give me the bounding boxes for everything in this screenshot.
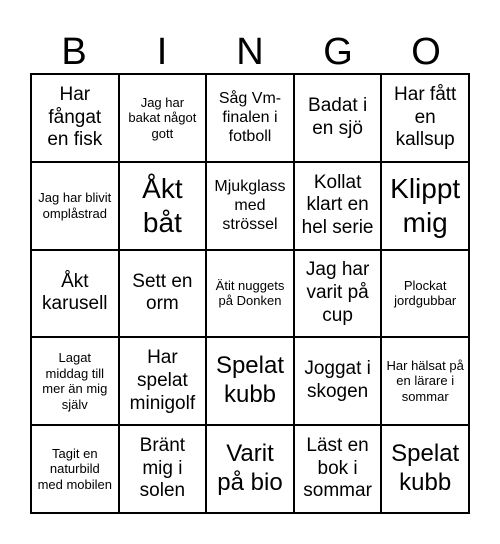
bingo-cell[interactable]	[381, 74, 469, 162]
cell-text: Åkt båt	[142, 173, 183, 238]
bingo-cell[interactable]	[31, 74, 119, 162]
bingo-cell[interactable]	[119, 425, 207, 513]
cell-text: Badat i en sjö	[308, 95, 368, 139]
bingo-cell[interactable]	[206, 425, 294, 513]
bingo-cell[interactable]	[119, 337, 207, 425]
cell-text: Jag har bakat något gott	[128, 94, 197, 141]
cell-text: Läst en bok i sommar	[303, 434, 372, 502]
cell-text: Mjukglass med strössel	[214, 177, 286, 234]
header-letter-i: I	[156, 31, 168, 73]
cell-text: Plockat jordgubbar	[394, 277, 457, 309]
cell-text: Har fått en kallsup	[394, 83, 457, 151]
bingo-cell[interactable]	[206, 162, 294, 250]
bingo-cell[interactable]	[31, 250, 119, 338]
cell-text: Bränt mig i solen	[139, 434, 186, 502]
bingo-cell[interactable]	[294, 337, 382, 425]
bingo-cell[interactable]	[31, 337, 119, 425]
bingo-cell[interactable]	[119, 250, 207, 338]
cell-text: Sett en orm	[132, 270, 193, 315]
bingo-cell[interactable]	[381, 162, 469, 250]
header-letter-b: B	[61, 31, 87, 73]
bingo-grid	[30, 73, 470, 514]
cell-text: Varit på bio	[217, 440, 283, 497]
cell-text: Såg Vm-finalen i fotboll	[218, 90, 282, 146]
bingo-header	[30, 28, 470, 76]
bingo-cell[interactable]	[206, 337, 294, 425]
cell-text: Jag har varit på cup	[305, 259, 370, 326]
cell-text: Har hälsat på en lärare i sommar	[386, 357, 464, 405]
header-letter-o: O	[411, 31, 441, 73]
cell-text: Lagat middag till mer än mig själv	[42, 350, 108, 412]
header-letter-g: G	[323, 31, 353, 73]
cell-text: Har fångat en fisk	[47, 83, 103, 151]
cell-text: Klippt mig	[390, 173, 461, 238]
cell-text: Tagit en naturbild med mobilen	[37, 445, 113, 492]
cell-text: Spelat kubb	[391, 440, 460, 497]
cell-text: Joggat i skogen	[304, 358, 371, 403]
bingo-cell[interactable]	[31, 162, 119, 250]
cell-text: Kollat klart en hel serie	[301, 171, 374, 239]
cell-text: Ätit nuggets på Donken	[215, 277, 285, 309]
bingo-cell[interactable]	[206, 250, 294, 338]
bingo-cell[interactable]	[294, 162, 382, 250]
cell-text: Jag har blivit omplåstrad	[38, 190, 112, 221]
bingo-cell[interactable]	[381, 250, 469, 338]
cell-text: Spelat kubb	[215, 352, 285, 409]
bingo-cell[interactable]	[119, 162, 207, 250]
bingo-cell[interactable]	[206, 74, 294, 162]
cell-text: Har spelat minigolf	[129, 347, 196, 414]
bingo-cell[interactable]	[294, 250, 382, 338]
cell-text: Åkt karusell	[42, 270, 108, 315]
bingo-cell[interactable]	[381, 425, 469, 513]
bingo-cell[interactable]	[31, 425, 119, 513]
bingo-cell[interactable]	[294, 425, 382, 513]
bingo-cell[interactable]	[119, 74, 207, 162]
bingo-cell[interactable]	[294, 74, 382, 162]
header-letter-n: N	[236, 31, 264, 73]
bingo-cell[interactable]	[381, 337, 469, 425]
